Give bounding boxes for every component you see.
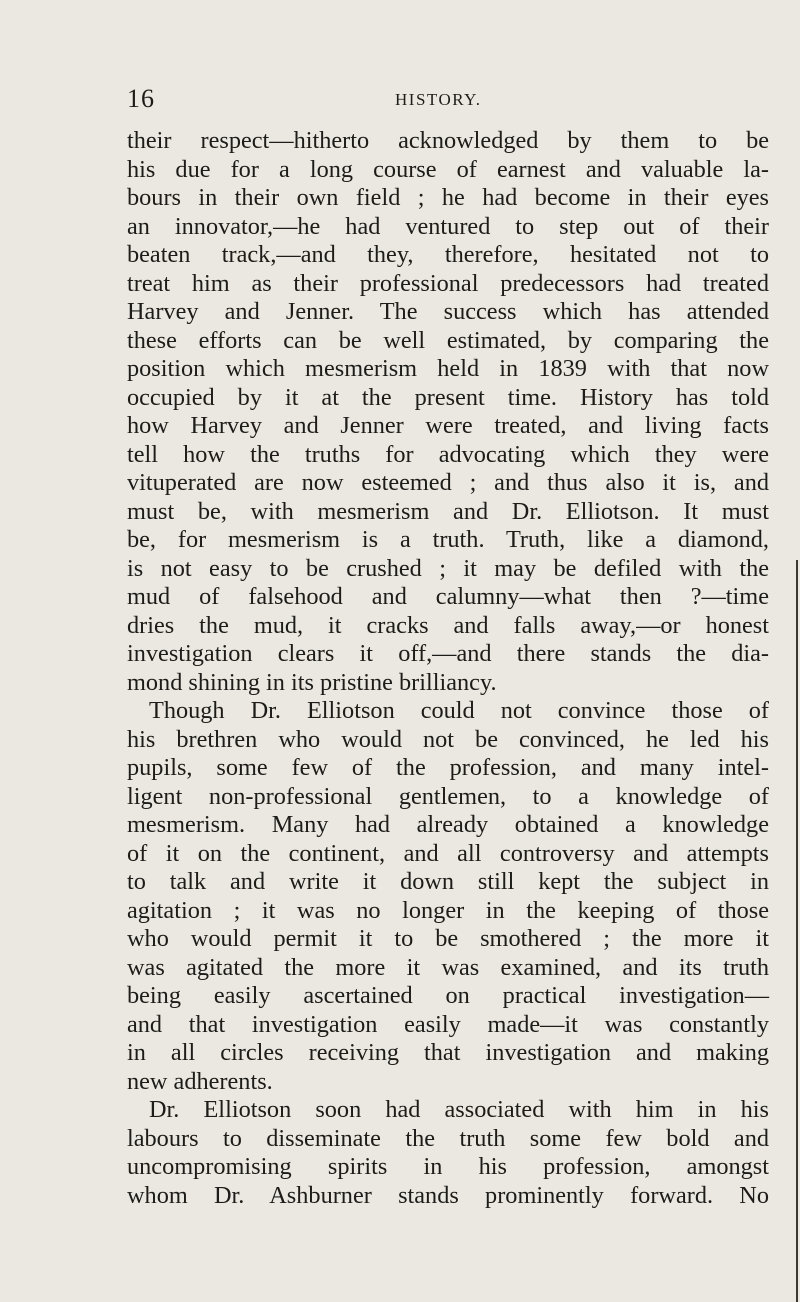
page-number: 16 xyxy=(127,84,155,113)
text-line: in all circles receiving that investigation and making xyxy=(127,1039,769,1066)
text-line: Dr. Elliotson soon had associated with him in his xyxy=(149,1096,769,1123)
text-line: pupils, some few of the profession, and many intel- xyxy=(127,754,769,781)
body-text xyxy=(127,127,769,1210)
text-line: new adherents. xyxy=(127,1067,273,1095)
text-line: their respect—hitherto acknowledged by them to be xyxy=(127,127,769,154)
text-line: was agitated the more it was examined, and its truth xyxy=(127,953,769,981)
page-header xyxy=(127,84,767,114)
page-edge-shadow xyxy=(796,560,798,1302)
text-line: these efforts can be well estimated, by comparing the xyxy=(127,326,769,354)
text-line: agitation ; it was no longer in the keeping of those xyxy=(127,896,769,924)
text-line: who would permit it to be smothered ; the more it xyxy=(127,925,769,952)
text-line: mesmerism. Many had already obtained a knowledge xyxy=(127,811,769,838)
text-line: Though Dr. Elliotson could not convince those of xyxy=(149,697,769,724)
text-line: labours to disseminate the truth some few bold and xyxy=(127,1124,769,1152)
text-line: and that investigation easily made—it was constantly xyxy=(127,1010,769,1038)
text-line: be, for mesmerism is a truth. Truth, like a diamond, xyxy=(127,526,769,553)
text-line: of it on the continent, and all controversy and attempts xyxy=(127,839,769,867)
text-line: Harvey and Jenner. The success which has attended xyxy=(127,298,769,325)
text-line: treat him as their professional predecessors had treated xyxy=(127,269,769,297)
text-line: vituperated are now esteemed ; and thus also it is, and xyxy=(127,469,769,496)
text-line: tell how the truths for advocating which they were xyxy=(127,440,769,468)
text-line: whom Dr. Ashburner stands prominently forward. No xyxy=(127,1181,769,1209)
text-line: an innovator,—he had ventured to step out of their xyxy=(127,212,769,240)
text-line: how Harvey and Jenner were treated, and living facts xyxy=(127,412,769,439)
text-line: must be, with mesmerism and Dr. Elliotson. It must xyxy=(127,497,769,525)
text-line: ligent non-professional gentlemen, to a knowledge of xyxy=(127,782,769,810)
text-line: dries the mud, it cracks and falls away,—or honest xyxy=(127,611,769,639)
text-line: uncompromising spirits in his profession, amongst xyxy=(127,1153,769,1180)
text-line: his due for a long course of earnest and valuable la- xyxy=(127,155,769,183)
text-line: to talk and write it down still kept the subject in xyxy=(127,868,769,895)
text-line: mond shining in its pristine brilliancy. xyxy=(127,668,497,696)
text-line: occupied by it at the present time. History has told xyxy=(127,383,769,411)
text-line: investigation clears it off,—and there stands the dia- xyxy=(127,640,769,667)
text-line: bours in their own field ; he had become in their eyes xyxy=(127,184,769,211)
running-head: HISTORY. xyxy=(395,90,482,109)
text-line: is not easy to be crushed ; it may be defiled with the xyxy=(127,554,769,582)
text-line: his brethren who would not be convinced, he led his xyxy=(127,725,769,753)
text-line: beaten track,—and they, therefore, hesitated not to xyxy=(127,241,769,268)
text-line: being easily ascertained on practical investigation— xyxy=(127,982,769,1009)
text-line: position which mesmerism held in 1839 with that now xyxy=(127,355,769,382)
text-line: mud of falsehood and calumny—what then ?—time xyxy=(127,583,769,610)
